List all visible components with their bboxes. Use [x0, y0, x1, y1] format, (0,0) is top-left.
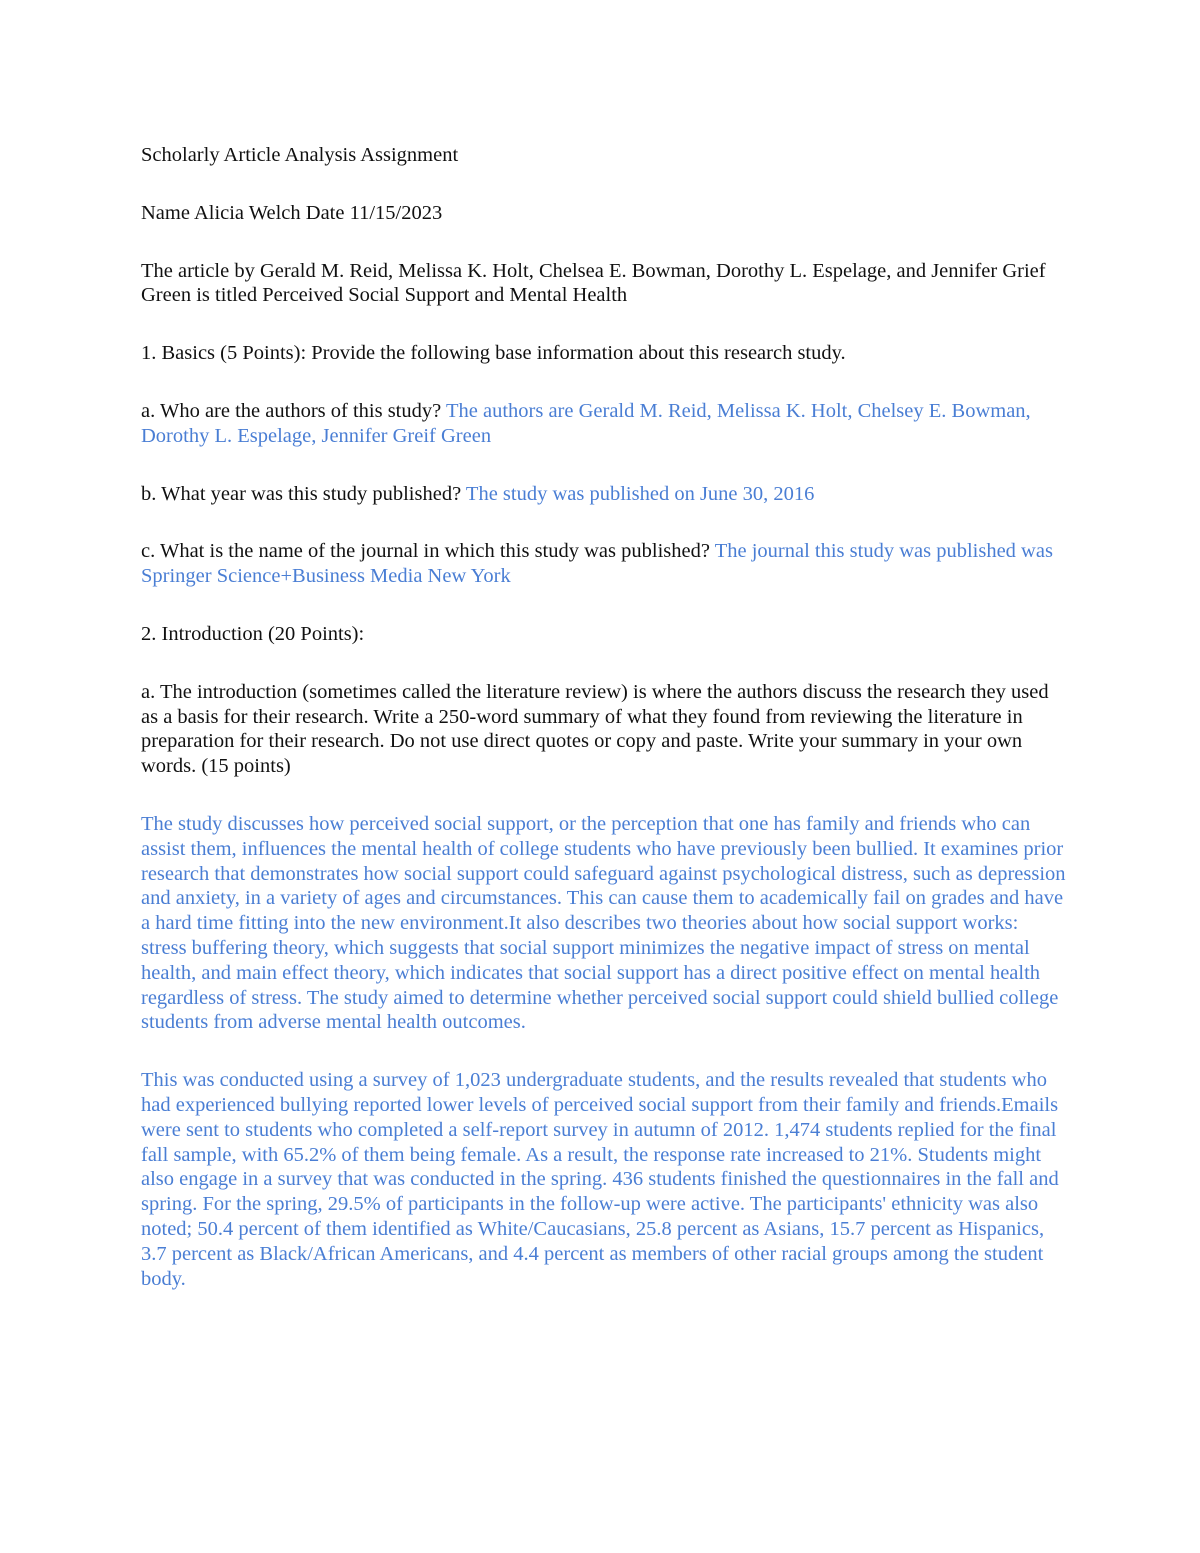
answer-authors: The authors are Gerald M. Reid, Melissa K. Holt, Chelsey E. Bowman, Dorothy L. Espelage, Jennifer Greif Green: [141, 399, 1031, 447]
answer-year: The study was published on June 30, 2016: [465, 482, 815, 505]
question-journal: [141, 539, 1066, 589]
question-journal-text: c. What is the name of the journal in which this study was published?: [141, 540, 715, 563]
document-body: [141, 143, 1066, 1324]
question-year: [141, 482, 1066, 507]
section-introduction-prompt: a. The introduction (sometimes called the literature review) is where the authors discuss the research they used as a basis for their research. Write a 250-word summary of what they found from reviewing the literature in preparation for their research. Do not use direct quotes or copy and paste. Write your summary in your own words. (15 points): [141, 680, 1049, 778]
answer-journal: The journal this study was published was Springer Science+Business Media New York: [141, 540, 1053, 588]
section-introduction-heading: 2. Introduction (20 Points):: [141, 622, 365, 645]
article-intro: The article by Gerald M. Reid, Melissa K. Holt, Chelsea E. Bowman, Dorothy L. Espelage, and Jennifer Grief Green is titled Perceived Social Support and Mental Health: [141, 259, 1046, 307]
question-year-text: b. What year was this study published?: [141, 482, 466, 505]
summary-paragraph-2: This was conducted using a survey of 1,023 undergraduate students, and the results revealed that students who had experienced bullying reported lower levels of perceived social support from their family and friends.Emails were sent to students who completed a self-report survey in autumn of 2012. 1,474 students replied for the final fall sample, with 65.2% of them being female. As a result, the response rate increased to 21%. Students might also engage in a survey that was conducted in the spring. 436 students finished the questionnaires in the fall and spring. For the spring, 29.5% of participants in the follow-up were active. The participants' ethnicity was also noted; 50.4 percent of them identified as White/Caucasians, 25.8 percent as Asians, 15.7 percent as Hispanics, 3.7 percent as Black/African Americans, and 4.4 percent as members of other racial groups among the student body.: [141, 1069, 1059, 1290]
section-basics-heading: 1. Basics (5 Points): Provide the following base information about this research study.: [141, 342, 846, 365]
name-date-line: Name Alicia Welch Date 11/15/2023: [141, 201, 443, 224]
document-title: Scholarly Article Analysis Assignment: [141, 144, 459, 166]
question-authors-text: a. Who are the authors of this study?: [141, 399, 446, 422]
summary-paragraph-1: The study discusses how perceived social support, or the perception that one has family and friends who can assist them, influences the mental health of college students who have previously been bullied. It examines prior research that demonstrates how social support could safeguard against psychological distress, such as depression and anxiety, in a variety of ages and circumstances. This can cause them to academically fail on grades and have a hard time fitting into the new environment.It also describes two theories about how social support works: stress buffering theory, which suggests that social support minimizes the negative impact of stress on mental health, and main effect theory, which indicates that social support has a direct positive effect on mental health regardless of stress. The study aimed to determine whether perceived social support could shield bullied college students from adverse mental health outcomes.: [141, 812, 1066, 1034]
question-authors: [141, 399, 1066, 449]
